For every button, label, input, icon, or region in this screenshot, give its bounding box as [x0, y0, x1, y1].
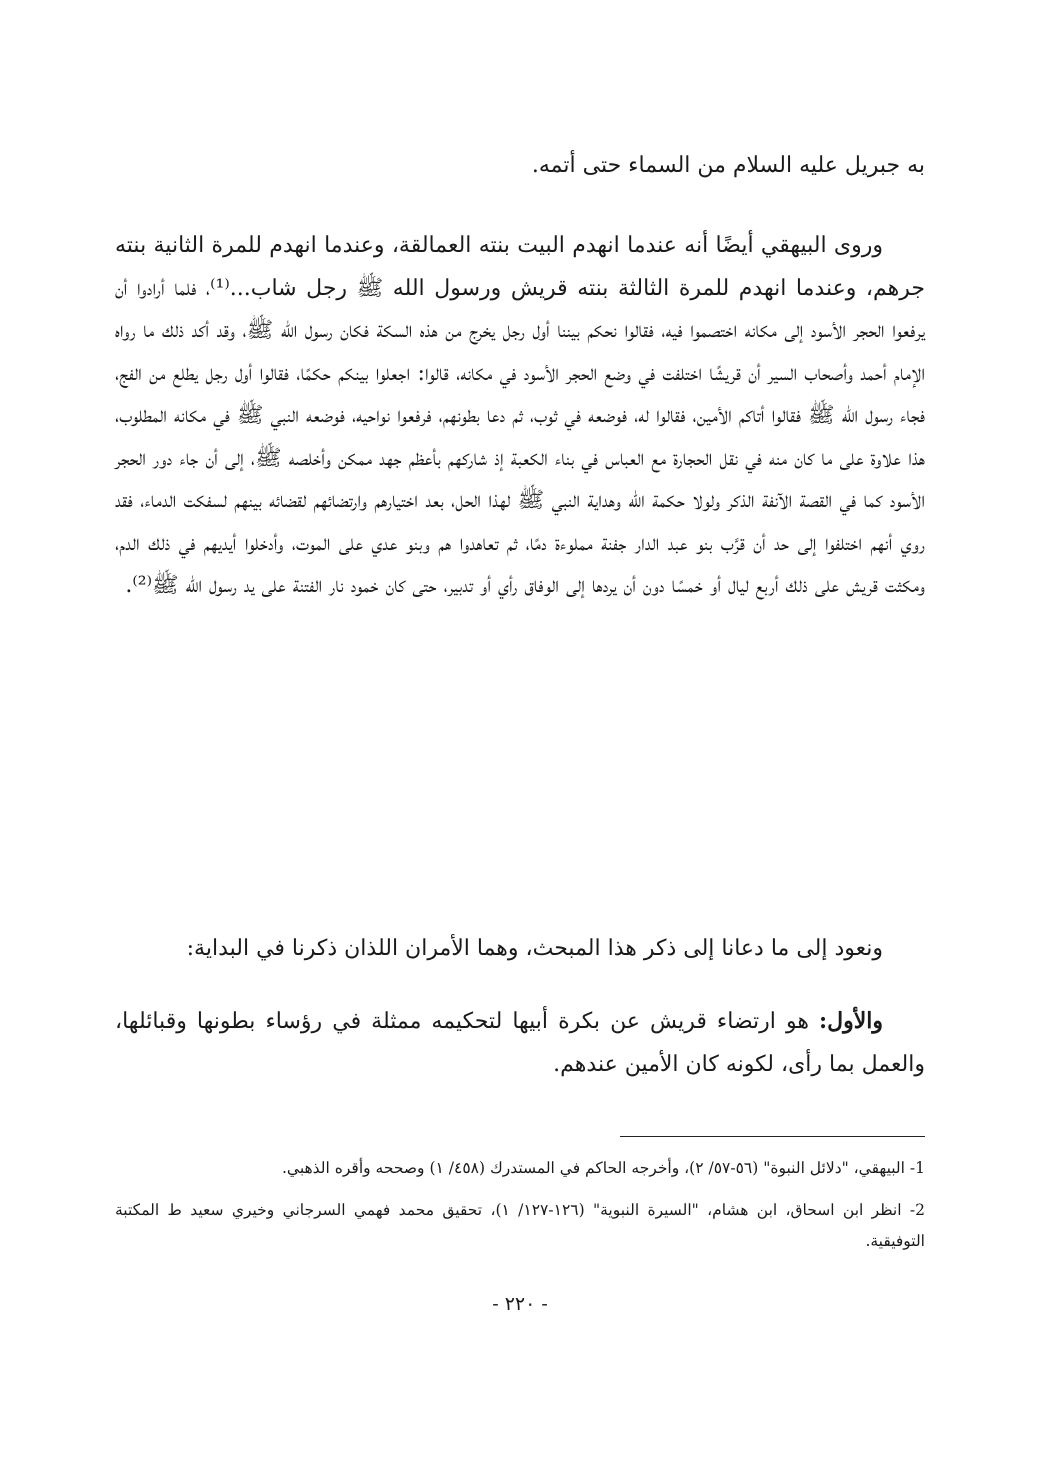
- body-paragraph-1: به جبريل عليه السلام من السماء حتى أتمه.: [531, 153, 925, 178]
- body-paragraph-4: [115, 1000, 925, 1086]
- footnote-separator: [620, 1136, 925, 1137]
- footnote-text: - البيهقي، "دلائل النبوة" (٥٦-٥٧/ ٢)، وأخرجه الحاكم في المستدرك (٤٥٨/ ١) وصححه وأقره الذهبي.: [281, 1159, 916, 1177]
- paragraph-4-text: هو ارتضاء قريش عن بكرة أبيها لتحكيمه ممثلة في رؤساء بطونها وقبائلها، والعمل بما رأى، لكونه كان الأمين عندهم.: [115, 1009, 925, 1077]
- page-number: - ٢٢٠ -: [492, 1293, 548, 1315]
- footnote-1: [115, 1153, 925, 1184]
- footnote-number: 2: [915, 1201, 925, 1219]
- body-paragraph-2: وروى البيهقي أيضًا أنه عندما انهدم البيت بنته العمالقة، وعندما انهدم للمرة الثانية بنته جرهم، وعندما انهدم للمرة الثالثة بنته قريش ورسول الله ﷺ رجل شاب...⁽¹⁾، فلما أرادوا أن يرفعوا الحجر الأسود إلى مكانه اختصموا فيه، فقالوا نحكم بيننا أول رجل يخرج من هذه السكة فكان رسول الله ﷺ، وقد أكد ذلك ما رواه الإمام أحمد وأصحاب السير أن قريشًا اختلفت في وضع الحجر الأسود في مكانه، قالوا: اجعلوا بينكم حكمًا، فقالوا أول رجل يطلع من الفج، فجاء رسول الله ﷺ فقالوا أتاكم الأمين، فقالوا له، فوضعه في ثوب، ثم دعا بطونهم، فرفعوا نواحيه، فوضعه النبي ﷺ في مكانه المطلوب، هذا علاوة على ما كان منه في نقل الحجارة مع العباس في بناء الكعبة إذ شاركهم بأعظم جهد ممكن وأخلصه ﷺ، إلى أن جاء دور الحجر الأسود كما في القصة الآنفة الذكر ولولا حكمة الله وهداية النبي ﷺ لهذا الحل، بعد اختيارهم وارتضائهم لقضائه بينهم لسفكت الدماء، فقد روي أنهم اختلفوا إلى حد أن قرَّب بنو عبد الدار جفنة مملوءة دمًا، ثم تعاهدوا هم وبنو عدي على الموت، وأدخلوا أيديهم في ذلك الدم، ومكثت قريش على ذلك أربع ليال أو خمسًا دون أن يردها إلى الوفاق رأي أو تدبير، حتى كان خمود نار الفتنة على يد رسول الله ﷺ⁽²⁾.: [115, 233, 926, 598]
- footnote-2: [115, 1195, 925, 1257]
- body-paragraph-3: ونعود إلى ما دعانا إلى ذكر هذا المبحث، وهما الأمران اللذان ذكرنا في البداية:: [186, 936, 883, 961]
- paragraph-lead-bold: والأول:: [818, 1008, 883, 1034]
- footnote-text: - انظر ابن اسحاق، ابن هشام، "السيرة النبوية" (١٢٦-١٢٧/ ١)، تحقيق محمد فهمي السرجاني وخيري سعيد ط المكتبة التوفيقية.: [115, 1201, 925, 1250]
- document-page: [115, 0, 925, 1477]
- footnote-number: 1: [915, 1159, 925, 1177]
